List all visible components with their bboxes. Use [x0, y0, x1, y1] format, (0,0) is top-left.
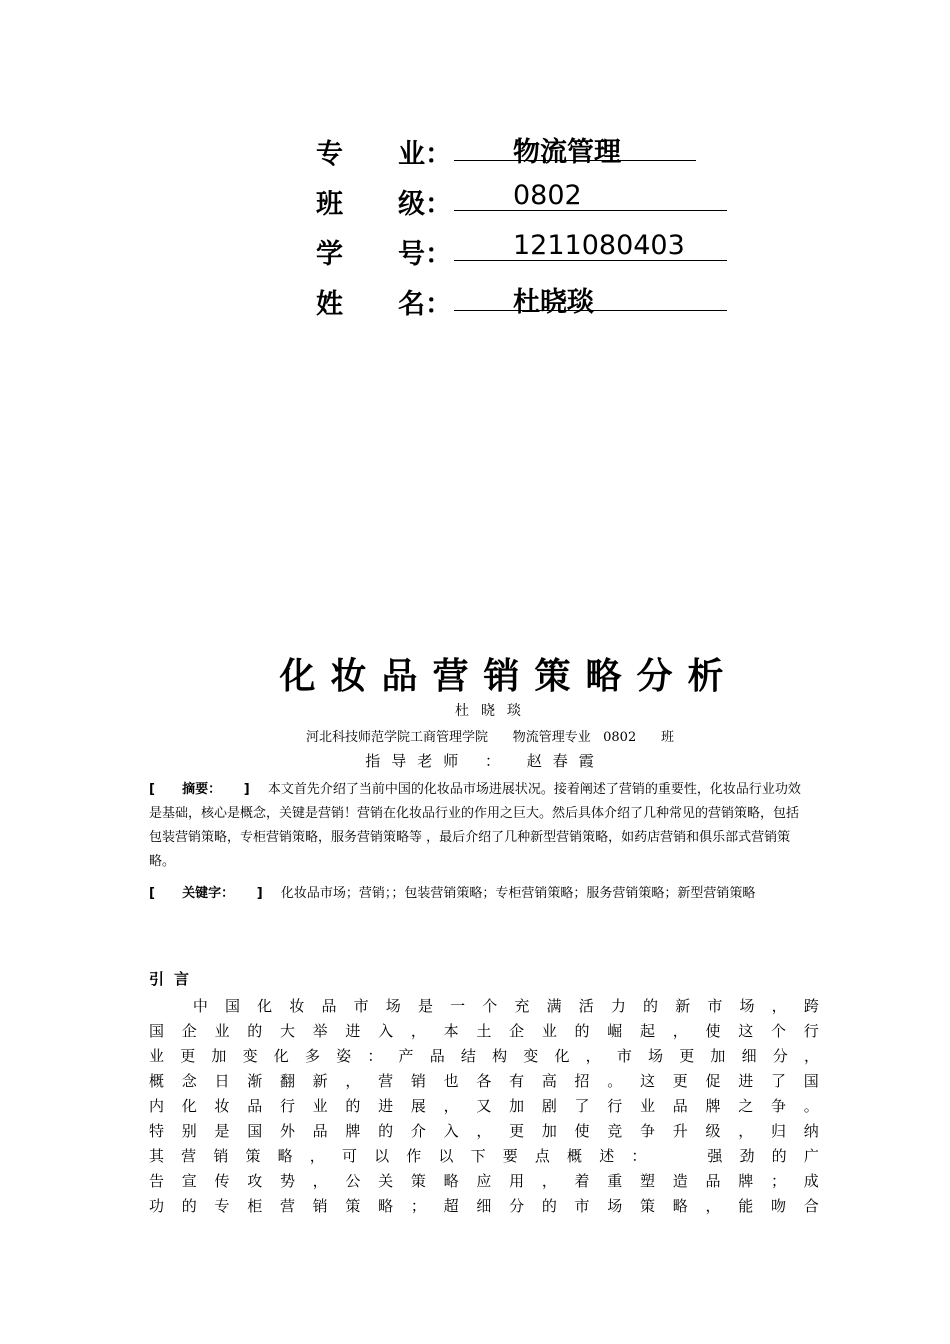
abstract-text: 本文首先介绍了当前中国的化妆品市场进展状况。接着阐述了营销的重要性，化妆品行业功效是基础，核心是概念，关键是营销！营销在化妆品行业的作用之巨大。然后具体介绍了几种常见的营销策略，包括包装营销策略，专柜营销策略，服务营销策略等 ，最后介绍了几种新型营销策略，如药店营销和俱乐部式营销策略。	[149, 782, 801, 869]
class-underline	[454, 210, 727, 211]
name-label: 姓 名 ：	[316, 289, 452, 320]
introduction-body	[149, 994, 819, 1219]
info-row-class	[316, 180, 736, 230]
class-value: 0802	[513, 180, 582, 211]
major-value: 物流管理	[513, 137, 621, 168]
paper-affiliation: 河北科技师范学院工商管理学院 物流管理专业 0802 班	[305, 730, 675, 745]
abstract-label: [ 摘要： ]	[149, 782, 250, 797]
info-row-name	[316, 280, 736, 330]
student-info-block	[316, 130, 736, 330]
name-value: 杜晓琰	[513, 287, 594, 318]
body-line: 中 国 化 妆 品 市 场 是 一 个 充 满 活 力 的 新 市 场 ， 跨	[192, 997, 819, 1015]
body-line: 功 的 专 柜 营 销 策 略 ； 超 细 分 的 市 场 策 略 ， 能 吻 合	[149, 1197, 819, 1215]
body-line: 业 更 加 变 化 多 姿 ： 产 品 结 构 变 化 ， 市 场 更 加 细 分 ，	[149, 1047, 819, 1065]
keywords-label: [ 关键字： ]	[149, 886, 263, 901]
paper-advisor: 指导老师 ： 赵春霞	[365, 752, 605, 770]
class-label: 班 级 ：	[316, 189, 452, 220]
body-line: 告 宣 传 攻 势 ， 公 关 策 略 应 用 ， 着 重 塑 造 品 牌 ； 成	[149, 1172, 819, 1190]
major-label: 专 业 ：	[316, 139, 452, 170]
section-title-introduction: 引言	[149, 970, 200, 988]
paper-title: 化妆品营销策略分析	[279, 656, 739, 697]
body-line: 其 营 销 策 略 ， 可 以 作 以 下 要 点 概 述 ： 强 劲 的 广	[149, 1147, 819, 1165]
student-id-value: 1211080403	[513, 230, 685, 261]
keywords	[149, 882, 809, 906]
body-line: 特 别 是 国 外 品 牌 的 介 入 ， 更 加 使 竞 争 升 级 ， 归 纳	[149, 1122, 819, 1140]
student-id-label: 学 号 ：	[316, 239, 452, 270]
paper-author: 杜晓琰	[455, 703, 533, 719]
body-line: 概 念 日 渐 翻 新 ， 营 销 也 各 有 高 招 。 这 更 促 进 了 国	[149, 1072, 819, 1090]
info-row-student-id	[316, 230, 736, 280]
info-row-major	[316, 130, 736, 180]
keywords-text: 化妆品市场；营销；；包装营销策略；专柜营销策略；服务营销策略；新型营销策略	[280, 886, 756, 901]
abstract	[149, 778, 809, 874]
body-line: 国 企 业 的 大 举 进 入 ， 本 土 企 业 的 崛 起 ， 使 这 个 行	[149, 1022, 819, 1040]
body-line: 内 化 妆 品 行 业 的 进 展 ， 又 加 剧 了 行 业 品 牌 之 争 。	[149, 1097, 819, 1115]
